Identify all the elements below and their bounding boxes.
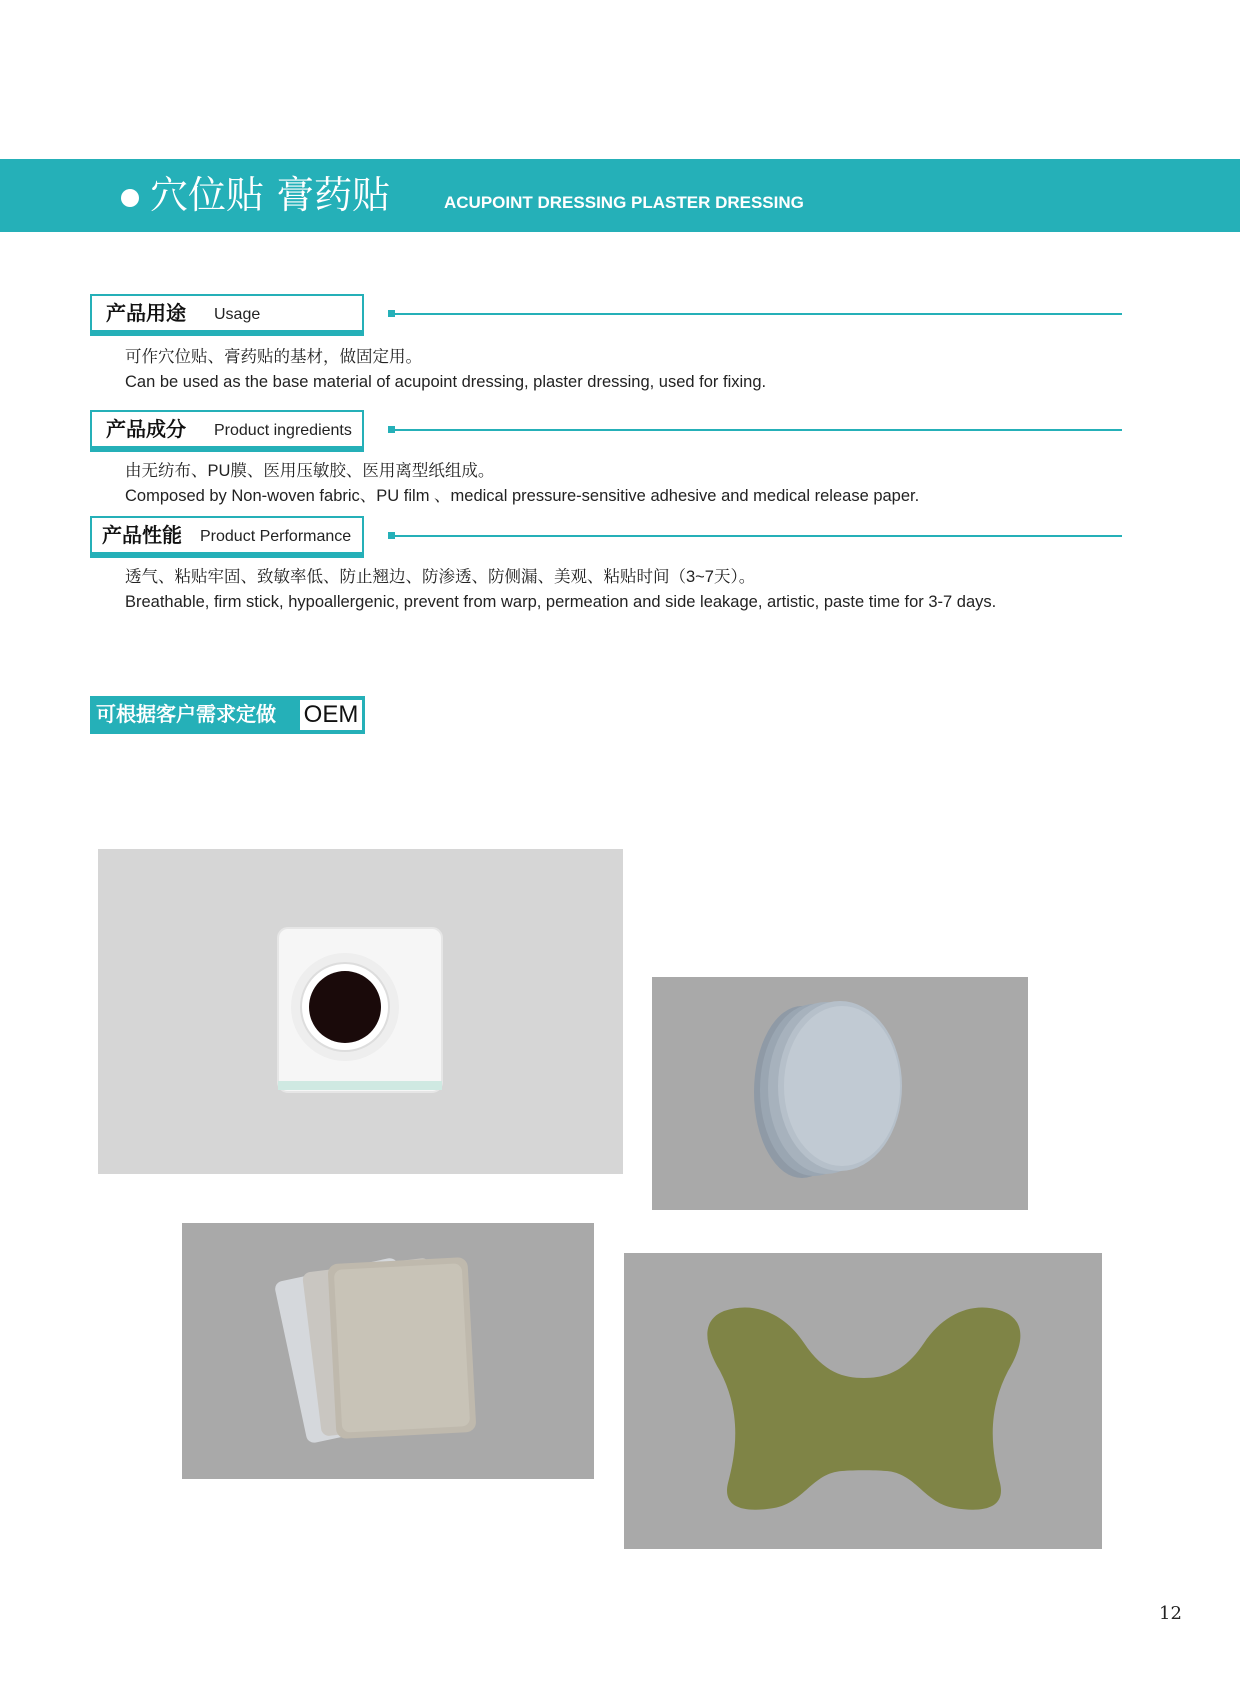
page-title-cn: 穴位贴 膏药贴 (150, 173, 391, 217)
oem-badge (90, 696, 365, 734)
section-label-en: Product ingredients (214, 422, 352, 439)
section-label-cn: 产品成分 (106, 419, 186, 441)
section-divider (388, 313, 1122, 315)
section-label-performance (90, 516, 364, 554)
oem-tag: OEM (300, 700, 362, 730)
section-label-ingredients (90, 410, 364, 448)
section-label-cn: 产品性能 (102, 525, 182, 547)
photo-plaster-sheets (182, 1223, 594, 1479)
square-marker-icon (388, 532, 395, 539)
section-label-usage (90, 294, 364, 332)
photo-round-pads (652, 977, 1028, 1210)
round-pads-image (652, 977, 1028, 1210)
green-plaster-image (624, 1253, 1102, 1549)
usage-text-cn: 可作穴位贴、膏药贴的基材，做固定用。 (125, 348, 422, 366)
ingredients-text-cn: 由无纺布、PU膜、医用压敏胶、医用离型纸组成。 (125, 462, 495, 480)
square-marker-icon (388, 426, 395, 433)
page-number: 12 (1159, 1603, 1182, 1624)
page-title-en: ACUPOINT DRESSING PLASTER DRESSING (444, 193, 804, 212)
header-banner (0, 159, 1240, 232)
ingredients-text-en: Composed by Non-woven fabric、PU film 、medical pressure-sensitive adhesive and medical release paper. (125, 487, 920, 505)
plaster-sheets-image (182, 1223, 594, 1479)
section-label-en: Product Performance (200, 528, 352, 545)
section-label-en: Usage (214, 306, 261, 323)
performance-text-cn: 透气、粘贴牢固、致敏率低、防止翘边、防渗透、防侧漏、美观、粘贴时间（3~7天）。 (125, 568, 756, 586)
photo-acupoint-patch (98, 849, 623, 1174)
performance-text-en: Breathable, firm stick, hypoallergenic, prevent from warp, permeation and side leakage, artistic, paste time for 3-7 days. (125, 593, 997, 611)
section-divider (388, 429, 1122, 431)
usage-text-en: Can be used as the base material of acupoint dressing, plaster dressing, used for fixing. (125, 373, 767, 391)
oem-label-cn: 可根据客户需求定做 (96, 704, 276, 726)
acupoint-patch-image (98, 849, 623, 1174)
bullet-dot-icon (121, 189, 139, 207)
photo-green-plaster (624, 1253, 1102, 1549)
section-divider (388, 535, 1122, 537)
section-label-cn: 产品用途 (106, 303, 186, 325)
square-marker-icon (388, 310, 395, 317)
